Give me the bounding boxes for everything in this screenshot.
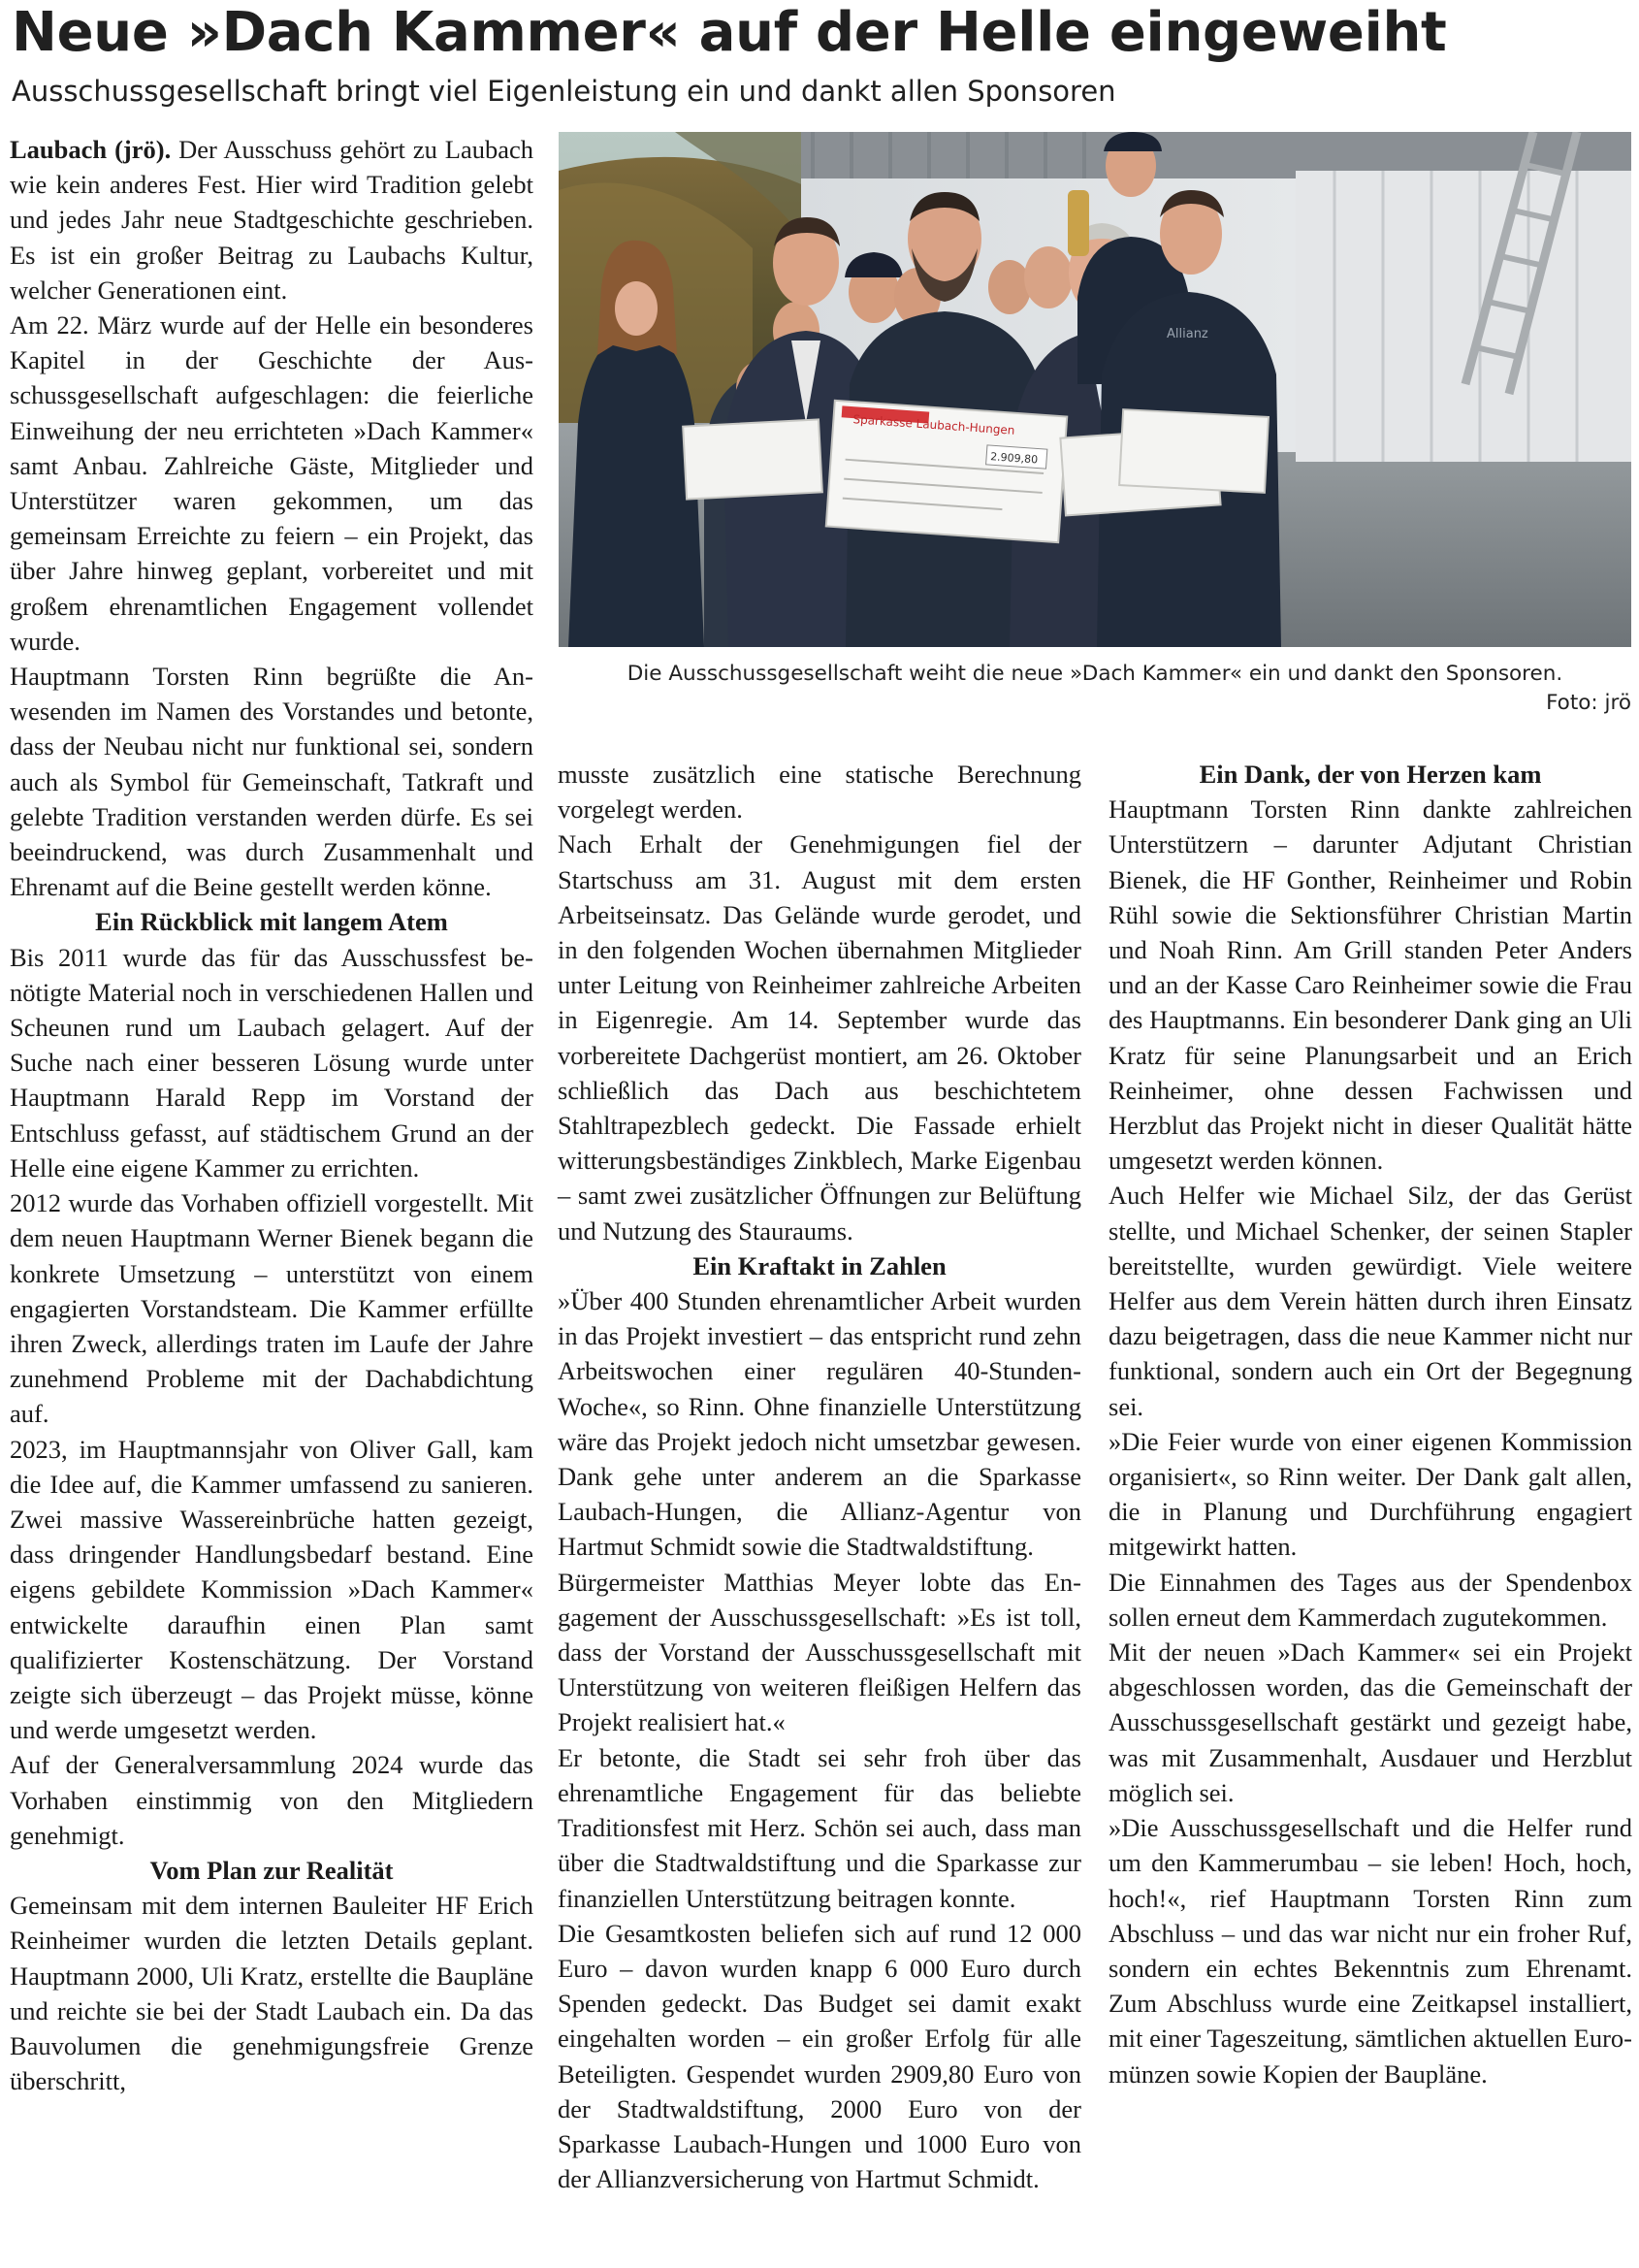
paragraph: »Über 400 Stunden ehrenamtlicher Arbeit wurden in das Projekt investiert – das entspricht rund zehn Arbeitswochen einer regulären 40-Stunden-Woche«, so Rinn. Ohne finanzielle Unterstützung wäre das Projekt jedoch nicht umsetzbar gewesen. Dank gehe unter anderem an die Sparkasse Laubach-Hungen, die Allianz-Agentur von Hartmut Schmidt sowie die Stadtwaldstiftung. xyxy=(558,1286,1081,1562)
paragraph: »Die Ausschussgesellschaft und die Helfer rund um den Kammerumbau – sie leben! Hoch, hoch, hoch!«, rief Hauptmann Torsten Rinn zum Abschluss – und das war nicht nur ein froher Ruf, sondern ein echtes Bekenntnis zum Ehrenamt. Zum Abschluss wurde eine Zeitkapsel installiert, mit einer Tageszeitung, sämtlichen aktuellen Euromünzen sowie Kopien der Baupläne. xyxy=(1109,1813,1632,2089)
section-heading: Vom Plan zur Realität xyxy=(149,1855,394,1885)
section-heading: Ein Rückblick mit langem Atem xyxy=(95,907,448,937)
section-heading: Ein Kraftakt in Zahlen xyxy=(692,1250,947,1280)
dateline: Laubach (jrö). xyxy=(10,135,172,164)
check-amount-text: 2.909,80 xyxy=(989,450,1039,467)
paragraph: »Die Feier wurde von einer eigenen Kommission organisiert«, so Rinn weiter. Der Dank galt allen, die in Planung und Durchführung engagiert mitgewirkt hatten. xyxy=(1109,1426,1632,1562)
shirt-label-text: Allianz xyxy=(1167,327,1208,341)
paragraph: Hauptmann Torsten Rinn begrüßte die Anwesenden im Namen des Vorstandes und betonte, dass der Neubau nicht nur funktional sei, sondern auch als Symbol für Gemeinschaft, Tatkraft und gelebte Tradition verstanden werden dürfe. Es sei beeindruckend, was durch Zusammenhalt und Ehrenamt auf die Beine gestellt werden könne. xyxy=(10,662,533,902)
paragraph: Auch Helfer wie Michael Silz, der das Gerüst stellte, und Michael Schenker, der seinen Stapler bereitstellte, wurden gewürdigt. Viele weitere Helfer aus dem Verein hätten durch ihren Einsatz dazu beigetragen, dass die neue Kammer nicht nur funktional, sondern auch ein Ort der Begegnung sei. xyxy=(1109,1181,1632,1421)
paragraph: Auf der Generalversammlung 2024 wurde das Vorhaben einstimmig von den Mitgliedern genehmigt. xyxy=(10,1750,533,1850)
paragraph: Bürgermeister Matthias Meyer lobte das Engagement der Ausschussgesellschaft: »Es ist toll, dass der Vorstand der Ausschussgesellschaft mit Unterstützung von weiteren fleißigen Helfern das Projekt realisiert hat.« xyxy=(558,1567,1081,1737)
paragraph: 2012 wurde das Vorhaben offiziell vorgestellt. Mit dem neuen Hauptmann Werner Bienek begann die konkrete Umsetzung – unterstützt von einem engagierten Vorstandsteam. Die Kammer erfüllte ihren Zweck, allerdings traten im Laufe der Jahre zunehmend Probleme mit der Dachabdichtung auf. xyxy=(10,1188,533,1429)
intro-text: Der Ausschuss gehört zu Laubach wie kein anderes Fest. Hier wird Tradition gelebt und jedes Jahr neue Stadtgeschichte geschrieben. Es ist ein großer Beitrag zu Laubachs Kultur, welcher Generationen eint. xyxy=(10,135,533,305)
column-1 xyxy=(10,132,533,2098)
article-photo xyxy=(559,132,1631,647)
paragraph: Hauptmann Torsten Rinn dankte zahlreichen Unterstützern – darunter Adjutant Christian Bienek, die HF Gonther, Reinheimer und Robin Rühl sowie die Sektionsführer Christian Martin und Noah Rinn. Am Grill standen Peter Anders und an der Kasse Caro Reinheimer sowie die Frau des Hauptmanns. Ein besonderer Dank ging an Uli Kratz für seine Planungsarbeit und an Erich Reinheimer, ohne dessen Fachwissen und Herzblut das Projekt nicht in dieser Qualität hätte umgesetzt werden können. xyxy=(1109,794,1632,1176)
paragraph: Die Gesamtkosten beliefen sich auf rund 12 000 Euro – davon wurden knapp 6 000 Euro durch Spenden gedeckt. Das Budget sei damit exakt eingehalten worden – ein großer Erfolg für alle Beteiligten. Gespendet wurden 2909,80 Euro von der Stadtwaldstiftung, 2000 Euro von der Sparkasse Laubach-Hungen und 1000 Euro von der Allianzversicherung von Hartmut Schmidt. xyxy=(558,1918,1081,2194)
check-bank-text: Sparkasse Laubach-Hungen xyxy=(852,412,1015,437)
paragraph: Die Einnahmen des Tages aus der Spendenbox sollen erneut dem Kammerdach zugutekommen. xyxy=(1109,1567,1632,1632)
subheadline: Ausschussgesellschaft bringt viel Eigenleistung ein und dankt allen Sponsoren xyxy=(12,75,1116,108)
photo-credit: Foto: jrö xyxy=(1546,691,1631,715)
paragraph: musste zusätzlich eine statische Berechnung vorgelegt werden. xyxy=(558,760,1081,825)
paragraph: Mit der neuen »Dach Kammer« sei ein Projekt abgeschlossen worden, das die Gemeinschaft der Ausschussgesellschaft gestärkt und gezeigt habe, was mit Zusammenhalt, Ausdauer und Herzblut möglich sei. xyxy=(1109,1637,1632,1807)
paragraph: 2023, im Hauptmannsjahr von Oliver Gall, kam die Idee auf, die Kammer umfassend zu sanieren. Zwei massive Wassereinbrüche hatten gezeigt, dass dringender Handlungsbedarf bestand. Eine eigens gebildete Kommission »Dach Kammer« entwickelte daraufhin einen Plan samt qualifizierter Kostenschätzung. Der Vorstand zeigte sich überzeugt – das Projekt müsse, könne und werde umgesetzt werden. xyxy=(10,1434,533,1745)
paragraph xyxy=(10,132,533,308)
paragraph: Nach Erhalt der Genehmigungen fiel der Startschuss am 31. August mit dem ersten Arbeitseinsatz. Das Gelände wurde gerodet, und in den folgenden Wochen übernahmen Mitglieder unter Leitung von Reinheimer zahlreiche Arbeiten in Eigenregie. Am 14. September wurde das vorbereitete Dachgerüst montiert, am 26. Oktober schließlich das Dach aus beschichtetem Stahltrapezblech gedeckt. Die Fassade erhielt witterungsbeständiges Zinkblech, Marke Eigenbau – samt zwei zusätzlicher Öffnungen zur Belüftung und Nutzung des Stauraums. xyxy=(558,829,1081,1246)
headline: Neue »Dach Kammer« auf der Helle eingeweiht xyxy=(12,1,1447,64)
caption-text: Die Ausschussgesellschaft weiht die neue »Dach Kammer« ein und dankt den Sponsoren. xyxy=(627,662,1563,686)
photo-caption xyxy=(559,660,1631,718)
paragraph: Gemeinsam mit dem internen Bauleiter HF Erich Reinheimer wurden die letzten Details geplant. Hauptmann 2000, Uli Kratz, erstellte die Baupläne und reichte sie bei der Stadt Laubach ein. Da das Bauvolumen die genehmigungsfreie Grenze überschritt, xyxy=(10,1891,533,2096)
column-3 xyxy=(1109,757,1632,2091)
section-heading: Ein Dank, der von Herzen kam xyxy=(1199,760,1542,789)
column-2 xyxy=(558,757,1081,2196)
paragraph: Er betonte, die Stadt sei sehr froh über das ehrenamtliche Engagement für das beliebte Traditionsfest mit Herz. Schön sei auch, dass man über die Stadtwaldstiftung und die Sparkasse zur finanziellen Unterstützung beitragen konnte. xyxy=(558,1742,1081,1913)
paragraph: Am 22. März wurde auf der Helle ein besonderes Kapitel in der Geschichte der Ausschussgesellschaft aufgeschlagen: die feierliche Einweihung der neu errichteten »Dach Kammer« samt Anbau. Zahlreiche Gäste, Mitglieder und Unterstützer waren gekommen, um das gemeinsam Erreichte zu feiern – ein Projekt, das über Jahre hinweg geplant, vorbereitet und mit großem ehrenamtlichen Engagement vollendet wurde. xyxy=(10,310,533,656)
paragraph: Bis 2011 wurde das für das Ausschussfest benötigte Material noch in verschiedenen Hallen und Scheunen rund um Laubach gelagert. Auf der Suche nach einer besseren Lösung wurde unter Hauptmann Harald Repp im Vorstand der Entschluss gefasst, auf städtischem Grund an der Helle eine eigene Kammer zu errichten. xyxy=(10,942,533,1183)
